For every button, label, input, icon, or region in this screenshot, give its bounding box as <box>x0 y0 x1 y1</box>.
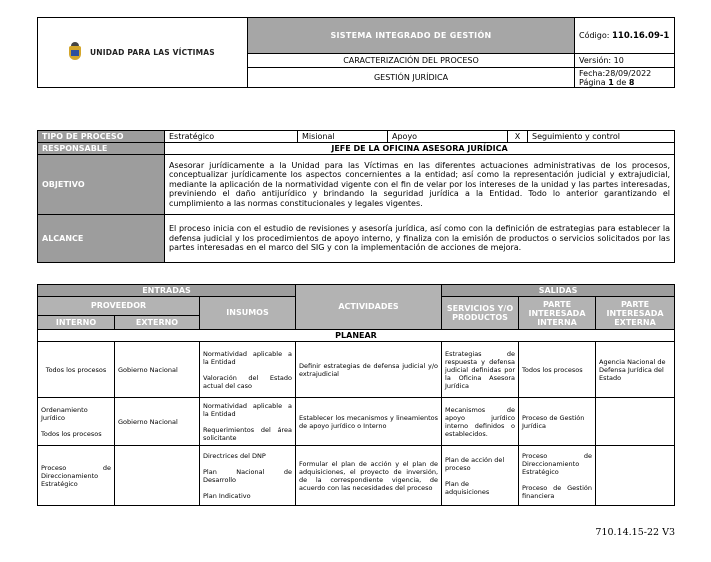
row-parte-interna: Proceso de Direccionamiento Estratégico Proceso de Gestión financiera <box>519 446 596 506</box>
table-row <box>38 342 675 398</box>
doc-version: Versión: 10 <box>575 54 675 68</box>
doc-date-page: Fecha:28/09/2022 Página 1 de 8 <box>575 68 675 88</box>
objective-text: Asesorar jurídicamente a la Unidad para las Víctimas en las diferentes actuaciones administrativas de los procesos, conceptualizar jurídicamente los aspectos concernientes a la entidad; así como la representación judicial y extrajudicial, mediante la aplicación de la normatividad vigente con el fin de velar por los intereses de la unidad y las partes interesadas, previniendo el daño antijurídico y brindando la seguridad jurídica a la Entidad. Todo lo anterior garantizando el cumplimiento a las normas constitucionales y legales vigentes. <box>165 155 675 215</box>
row-parte-interna: Todos los procesos <box>519 342 596 398</box>
objective-label: OBJETIVO <box>38 155 165 215</box>
row-servicio: Mecanismos de apoyo jurídico interno definidos o establecidos. <box>442 398 519 446</box>
parte-interna-header: PARTE INTERESADA INTERNA <box>519 297 596 330</box>
proveedor-header: PROVEEDOR <box>38 297 200 316</box>
row-externo: Gobierno Nacional <box>115 342 200 398</box>
activities-table <box>37 284 675 506</box>
responsible-value: JEFE DE LA OFICINA ASESORA JURÍDICA <box>165 143 675 155</box>
header-table <box>37 17 675 88</box>
row-actividad: Establecer los mecanismos y lineamientos de apoyo jurídico o Interno <box>296 398 442 446</box>
row-interno: Proceso de Direccionamiento Estratégico <box>38 446 115 506</box>
interno-header: INTERNO <box>38 316 115 330</box>
parte-externa-header: PARTE INTERESADA EXTERNA <box>596 297 675 330</box>
process-name: GESTIÓN JURÍDICA <box>248 68 575 88</box>
process-type-support: Apoyo <box>388 131 508 143</box>
row-insumos: Directrices del DNP Plan Nacional de Desarrollo Plan Indicativo <box>200 446 296 506</box>
row-parte-interna: Proceso de Gestión Jurídica <box>519 398 596 446</box>
actividades-header: ACTIVIDADES <box>296 285 442 330</box>
coat-of-arms-icon <box>66 42 84 64</box>
row-servicio: Plan de acción del proceso Plan de adquisiciones <box>442 446 519 506</box>
process-type-strategic: Estratégico <box>165 131 298 143</box>
row-externo <box>115 446 200 506</box>
process-type-label: TIPO DE PROCESO <box>38 131 165 143</box>
doc-type: CARACTERIZACIÓN DEL PROCESO <box>248 54 575 68</box>
row-interno: Todos los procesos <box>38 342 115 398</box>
row-insumos: Normatividad aplicable a la Entidad Valoración del Estado actual del caso <box>200 342 296 398</box>
scope-text: El proceso inicia con el estudio de revisiones y asesoría jurídica, así como con la definición de estrategias para establecer la defensa judicial y los procedimientos de apoyo interno, y finaliza con la emisión de productos o servicios solicitados por las partes interesadas en el marco del SIG y con la implementación de acciones de mejora. <box>165 215 675 263</box>
externo-header: EXTERNO <box>115 316 200 330</box>
process-type-missional: Misional <box>298 131 388 143</box>
phase-planear: PLANEAR <box>38 330 675 342</box>
row-actividad: Definir estrategias de defensa judicial y/o extrajudicial <box>296 342 442 398</box>
row-interno: Ordenamiento Jurídico Todos los procesos <box>38 398 115 446</box>
entradas-header: ENTRADAS <box>38 285 296 297</box>
row-parte-externa <box>596 398 675 446</box>
servicios-header: SERVICIOS Y/O PRODUCTOS <box>442 297 519 330</box>
doc-code: Código: 110.16.09-1 <box>575 18 675 54</box>
insumos-header: INSUMOS <box>200 297 296 330</box>
salidas-header: SALIDAS <box>442 285 675 297</box>
table-row <box>38 446 675 506</box>
responsible-label: RESPONSABLE <box>38 143 165 155</box>
process-type-monitoring: Seguimiento y control <box>528 131 675 143</box>
logo-cell <box>38 18 248 88</box>
table-row <box>38 398 675 446</box>
row-externo: Gobierno Nacional <box>115 398 200 446</box>
footer-code: 710.14.15-22 V3 <box>595 527 675 538</box>
row-parte-externa <box>596 446 675 506</box>
row-actividad: Formular el plan de acción y el plan de adquisiciones, el proyecto de inversión, de la correspondiente vigencia, de acuerdo con las necesidades del proceso <box>296 446 442 506</box>
scope-label: ALCANCE <box>38 215 165 263</box>
row-parte-externa: Agencia Nacional de Defensa Jurídica del Estado <box>596 342 675 398</box>
process-table <box>37 130 675 263</box>
process-type-mark: X <box>508 131 528 143</box>
row-servicio: Estrategias de respuesta y defensa judicial definidas por la Oficina Asesora Jurídica <box>442 342 519 398</box>
org-name: UNIDAD PARA LAS VÍCTIMAS <box>90 48 215 57</box>
row-insumos: Normatividad aplicable a la Entidad Requerimientos del área solicitante <box>200 398 296 446</box>
system-title: SISTEMA INTEGRADO DE GESTIÓN <box>248 18 575 54</box>
